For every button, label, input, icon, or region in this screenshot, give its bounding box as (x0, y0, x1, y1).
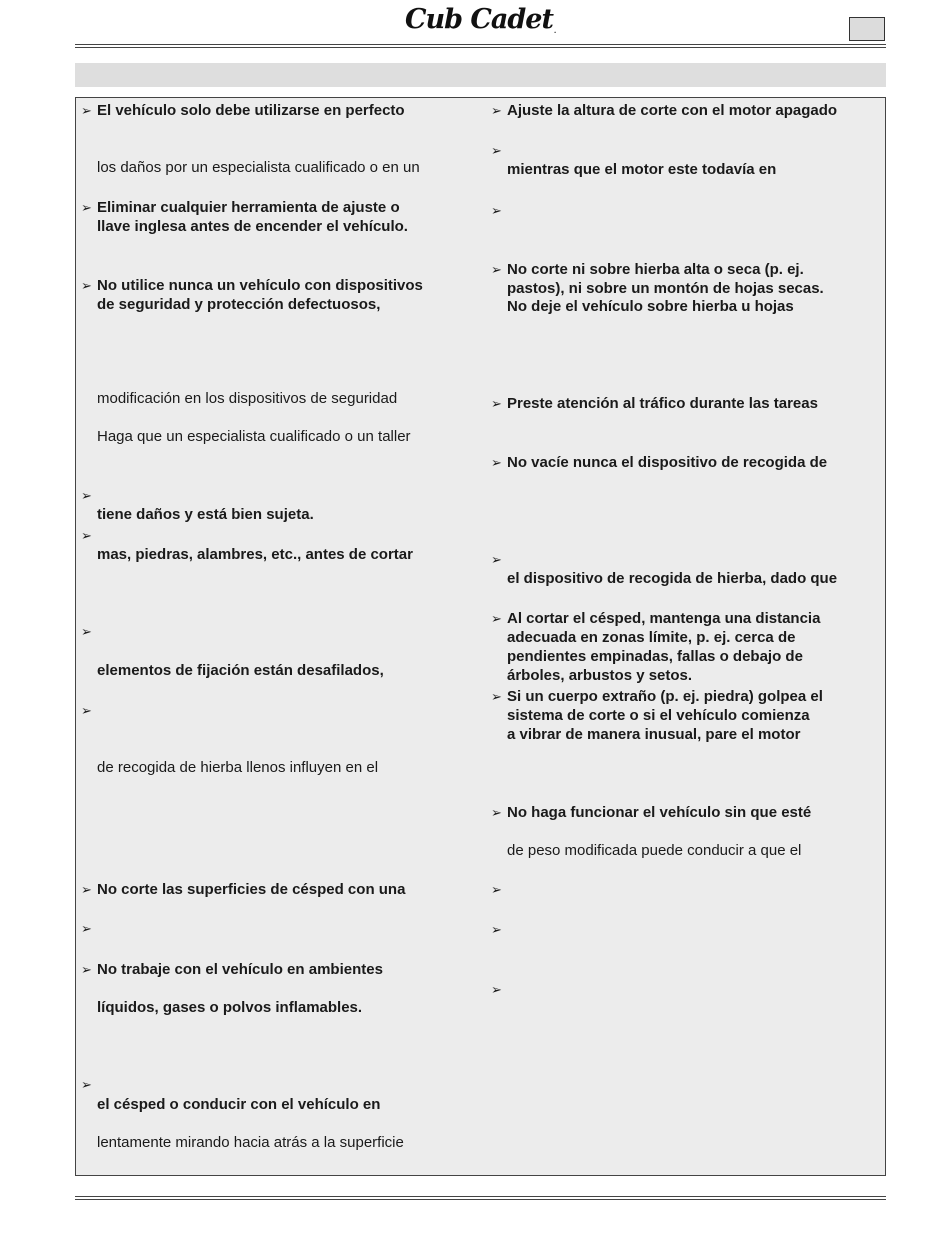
brand-logo (405, 4, 580, 36)
brand-logo-mark: . (553, 26, 556, 35)
right-line: pendientes empinadas, fallas o debajo de (507, 648, 803, 665)
bullet-arrow-icon: ➢ (491, 455, 502, 470)
right-line: árboles, arbustos y setos. (507, 667, 693, 684)
right-line: pastos), ni sobre un montón de hojas secas. (507, 280, 824, 297)
bullet-arrow-icon: ➢ (491, 982, 502, 997)
left-line: los daños por un especialista cualificado o en un (97, 159, 420, 176)
right-line: Si un cuerpo extraño (p. ej. piedra) golpea el (507, 688, 823, 705)
footer-rule-bottom (75, 1199, 886, 1200)
left-line: llave inglesa antes de encender el vehículo. (97, 218, 408, 235)
bullet-arrow-icon: ➢ (81, 1077, 92, 1092)
left-line: Haga que un especialista cualificado o un taller (97, 428, 411, 445)
left-line: de recogida de hierba llenos influyen en el (97, 759, 379, 776)
page-number-box (849, 17, 885, 41)
left-line: líquidos, gases o polvos inflamables. (97, 999, 363, 1016)
left-line: modificación en los dispositivos de seguridad (97, 390, 398, 407)
left-line: lentamente mirando hacia atrás a la superficie (97, 1134, 404, 1151)
bullet-arrow-icon: ➢ (81, 200, 92, 215)
bullet-arrow-icon: ➢ (81, 528, 92, 543)
bullet-arrow-icon: ➢ (491, 689, 502, 704)
right-line: de peso modificada puede conducir a que el (507, 842, 802, 859)
footer-rule-top (75, 1196, 886, 1197)
left-line: No trabaje con el vehículo en ambientes (97, 961, 383, 978)
right-line: No haga funcionar el vehículo sin que esté (507, 804, 812, 821)
bullet-arrow-icon: ➢ (491, 396, 502, 411)
left-line: elementos de fijación están desafilados, (97, 662, 384, 679)
right-line: Al cortar el césped, mantenga una distancia (507, 610, 821, 627)
right-line: No vacíe nunca el dispositivo de recogida de (507, 454, 828, 471)
right-line: No deje el vehículo sobre hierba u hojas (507, 298, 794, 315)
left-line: Eliminar cualquier herramienta de ajuste o (97, 199, 400, 216)
brand-logo-text: Cub Cadet (405, 4, 553, 35)
bullet-arrow-icon: ➢ (491, 922, 502, 937)
bullet-arrow-icon: ➢ (81, 703, 92, 718)
right-line: a vibrar de manera inusual, pare el motor (507, 726, 801, 743)
left-line: mas, piedras, alambres, etc., antes de cortar (97, 546, 413, 563)
bullet-arrow-icon: ➢ (81, 278, 92, 293)
header-rule-bottom (75, 47, 886, 48)
left-line: el césped o conducir con el vehículo en (97, 1096, 381, 1113)
bullet-arrow-icon: ➢ (491, 262, 502, 277)
left-line: No corte las superficies de césped con una (97, 881, 406, 898)
safety-instructions-panel (75, 97, 886, 1176)
bullet-arrow-icon: ➢ (81, 103, 92, 118)
bullet-arrow-icon: ➢ (81, 624, 92, 639)
bullet-arrow-icon: ➢ (81, 962, 92, 977)
right-line: mientras que el motor este todavía en (507, 161, 777, 178)
bullet-arrow-icon: ➢ (81, 882, 92, 897)
bullet-arrow-icon: ➢ (81, 488, 92, 503)
bullet-arrow-icon: ➢ (81, 921, 92, 936)
right-line: el dispositivo de recogida de hierba, dado que (507, 570, 838, 587)
header-rule-top (75, 44, 886, 45)
right-line: No corte ni sobre hierba alta o seca (p. ej. (507, 261, 804, 278)
left-line: No utilice nunca un vehículo con dispositivos (97, 277, 423, 294)
bullet-arrow-icon: ➢ (491, 143, 502, 158)
bullet-arrow-icon: ➢ (491, 552, 502, 567)
left-line: El vehículo solo debe utilizarse en perfecto (97, 102, 405, 119)
right-line: Ajuste la altura de corte con el motor apagado (507, 102, 838, 119)
left-line: de seguridad y protección defectuosos, (97, 296, 381, 313)
bullet-arrow-icon: ➢ (491, 882, 502, 897)
right-line: Preste atención al tráfico durante las tareas (507, 395, 818, 412)
bullet-arrow-icon: ➢ (491, 203, 502, 218)
section-title-bar (75, 63, 886, 87)
bullet-arrow-icon: ➢ (491, 805, 502, 820)
left-line: tiene daños y está bien sujeta. (97, 506, 314, 523)
right-line: sistema de corte o si el vehículo comienza (507, 707, 810, 724)
bullet-arrow-icon: ➢ (491, 611, 502, 626)
right-line: adecuada en zonas límite, p. ej. cerca de (507, 629, 796, 646)
bullet-arrow-icon: ➢ (491, 103, 502, 118)
